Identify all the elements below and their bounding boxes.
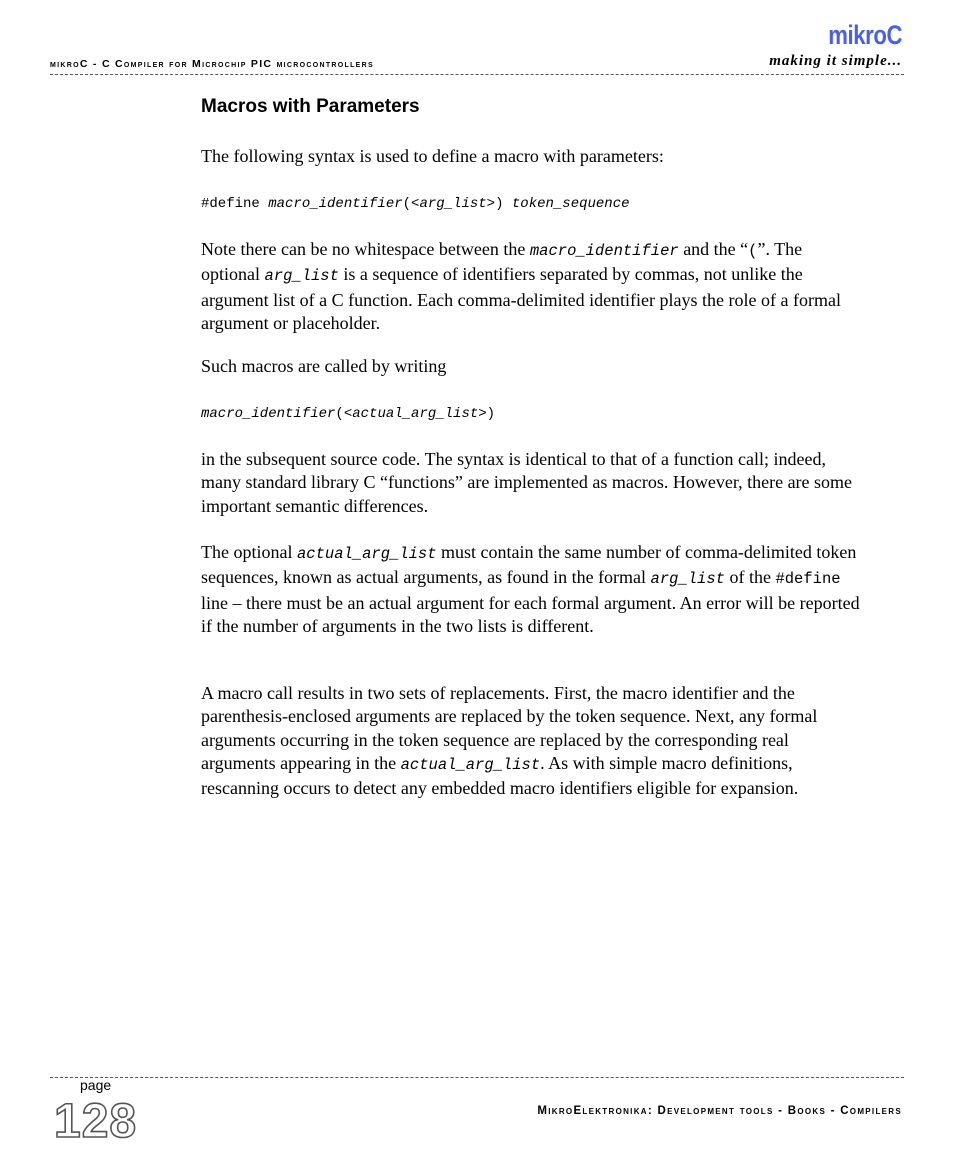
brand-logo: mikroC	[828, 20, 902, 50]
code-token: >)	[478, 406, 496, 422]
paragraph-text: Such macros are called by writing	[201, 356, 447, 376]
code-inline: actual_arg_list	[296, 545, 437, 563]
code-token: (<	[335, 406, 353, 422]
header-title: mikroC - C Compiler for Microchip PIC microcontrollers	[50, 58, 374, 70]
paragraph-semantics	[201, 448, 861, 518]
code-inline: macro_identifier	[529, 242, 679, 260]
code-inline: arg_list	[264, 267, 339, 286]
paragraph-text: in the subsequent source code. The syntax is identical to that of a function call; indeed, many standard library C “functions” are implemented as macros. However, there are some important semantic differences.	[201, 449, 853, 516]
code-token: >)	[486, 196, 512, 212]
section-title: Macros with Parameters	[201, 96, 420, 117]
text-run: A macro call results in two sets of replacements. First, the macro identifier and the parenthesis-enclosed arguments are replaced by the token sequence. Next, any formal arguments occurring in the token sequence are replaced by the corresponding real arguments appearing in the	[201, 683, 818, 773]
header-divider	[50, 74, 904, 75]
code-inline: actual_arg_list	[400, 755, 541, 774]
text-run: must contain the same number of comma-delimited token sequences, known as actual arguments, as found in the formal	[201, 542, 857, 588]
code-token: macro_identifier	[201, 406, 336, 422]
text-run: The optional	[201, 542, 297, 562]
text-run: and the “	[678, 239, 749, 259]
paragraph-replacements	[201, 682, 861, 800]
paragraph-intro	[201, 145, 861, 168]
paragraph-whitespace-note	[201, 238, 841, 335]
footer-divider	[50, 1077, 904, 1078]
code-token: arg_list	[419, 196, 487, 212]
brand-tagline: making it simple...	[769, 53, 902, 69]
paragraph-actual-args	[201, 541, 861, 638]
paragraph-calling	[201, 355, 861, 378]
text-run: Note there can be no whitespace between the	[201, 239, 530, 259]
code-token: macro_identifier	[268, 196, 403, 212]
section-heading	[201, 96, 861, 118]
code-inline: #define	[775, 570, 841, 589]
code-call-syntax	[201, 404, 861, 424]
text-run: . As with simple macro definitions, rescanning occurs to detect any embedded macro identifiers eligible for expansion.	[201, 752, 799, 799]
code-token: actual_arg_list	[352, 406, 479, 422]
text-run: is a sequence of identifiers separated by commas, not unlike the argument list of a C function. Each comma-delimited identifier plays the role of a formal argument or placeholder.	[201, 264, 841, 333]
code-inline: (	[748, 242, 758, 260]
code-inline: arg_list	[650, 570, 725, 589]
text-run: line – there must be an actual argument for each formal argument. An error will be reported if the number of arguments in the two lists is different.	[201, 592, 860, 636]
code-define-syntax	[201, 194, 861, 214]
code-token: (<	[402, 196, 420, 212]
code-token: #define	[201, 196, 269, 212]
paragraph-text: The following syntax is used to define a macro with parameters:	[201, 146, 664, 166]
footer-publisher: MikroElektronika: Development tools - Books - Compilers	[537, 1105, 902, 1117]
page-number: 128	[54, 1095, 138, 1148]
text-run: of the	[724, 567, 776, 588]
text-run: ”. The optional	[201, 239, 803, 285]
page-label: page	[80, 1077, 112, 1093]
code-token: token_sequence	[511, 196, 630, 212]
